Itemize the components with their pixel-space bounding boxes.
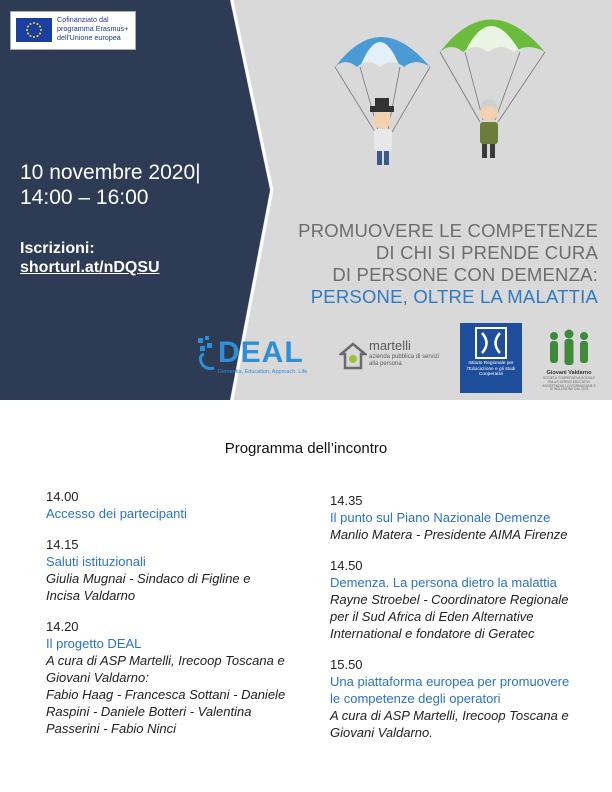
giovani-name: Giovani Valdarno <box>546 370 592 376</box>
title-line: PROMUOVERE LE COMPETENZE <box>298 220 598 241</box>
item-title: Il progetto DEAL <box>46 636 142 651</box>
item-title: Demenza. La persona dietro la malattia <box>330 575 557 590</box>
item-title: Una piattaforma europea per promuovere <box>330 674 570 689</box>
event-date <box>20 160 201 210</box>
green-parachute-icon <box>440 20 545 159</box>
item-desc: Giulia Mugnai - Sindaco di Figline e <box>46 571 251 586</box>
program-item <box>330 656 600 741</box>
item-time: 14.35 <box>330 493 363 508</box>
item-title: Accesso dei partecipanti <box>46 506 187 521</box>
partner-logos <box>184 320 612 398</box>
program-item <box>46 618 316 737</box>
date-line: 10 novembre 2020| <box>20 161 201 184</box>
program-item <box>330 492 600 543</box>
martelli-logo <box>339 338 449 378</box>
item-desc: Raspini - Daniele Botteri - Valentina <box>46 704 252 719</box>
program-item <box>46 488 316 522</box>
item-title: le competenze degli operatori <box>330 691 501 706</box>
item-desc: A cura di ASP Martelli, Irecoop Toscana e <box>330 708 569 723</box>
event-title <box>298 220 598 308</box>
deal-wordmark: DEAL <box>218 336 304 369</box>
item-desc: per il Sud Africa di Eden Alternative <box>330 609 534 624</box>
registration-link[interactable]: shorturl.at/nDQSU <box>20 259 160 276</box>
registration-label: Iscrizioni: <box>20 240 95 257</box>
item-desc: Giovani Valdarno: <box>46 670 149 685</box>
item-title: Saluti istituzionali <box>46 554 146 569</box>
item-desc: A cura di ASP Martelli, Irecoop Toscana e <box>46 653 285 668</box>
program-right-column <box>330 492 600 755</box>
house-icon <box>339 342 367 370</box>
eu-flag-icon <box>16 18 52 42</box>
people-icon <box>542 326 596 370</box>
program-title: Programma dell’incontro <box>224 440 388 457</box>
program-left-column <box>46 488 316 751</box>
item-desc: International e fondatore di Geratec <box>330 626 535 641</box>
martelli-name: martelli <box>369 338 411 353</box>
item-time: 15.50 <box>330 657 363 672</box>
item-desc: Rayne Stroebel - Coordinatore Regionale <box>330 592 569 607</box>
item-time: 14.15 <box>46 537 79 552</box>
program-item <box>46 536 316 604</box>
title-line: DI CHI SI PRENDE CURA <box>375 242 598 263</box>
item-desc: Giovani Valdarno. <box>330 725 433 740</box>
item-time: 14.00 <box>46 489 79 504</box>
item-time: 14.50 <box>330 558 363 573</box>
time-line: 14:00 – 16:00 <box>20 186 149 209</box>
irecoop-emblem-icon <box>460 325 522 361</box>
irecoop-logo <box>460 323 522 393</box>
erasmus-badge <box>10 11 136 50</box>
deal-tagline: Dementia, Education, Approach, Life <box>218 369 308 375</box>
item-desc: Incisa Valdarno <box>46 588 136 603</box>
item-title: Il punto sul Piano Nazionale Demenze <box>330 510 551 525</box>
blue-parachute-icon <box>335 37 430 165</box>
item-desc: Manlio Matera - Presidente AIMA Firenze <box>330 527 568 542</box>
deal-logo <box>196 334 316 380</box>
event-subtitle: PERSONE, OLTRE LA MALATTIA <box>310 286 598 307</box>
program-item <box>330 557 600 642</box>
irecoop-caption: Istituto Regionale per l'Educazione e gli studi Cooperativi <box>466 361 516 378</box>
item-desc: Passerini - Fabio Ninci <box>46 721 177 736</box>
erasmus-caption: Cofinanziato dal programma Erasmus+ dell'Unione europea <box>57 15 129 42</box>
martelli-subtitle: azienda pubblica di servizi alla persona <box>369 354 440 367</box>
giovani-valdarno-logo <box>542 326 596 396</box>
parachute-illustration <box>330 12 560 172</box>
giovani-fineprint: SOCIETÀ COOPERATIVA SOCIALE ONLUS SERVIZI EDUCATIVI, ASSISTENZIALI, DI FORMAZIONE E DI INCLUSIONE DAL 1978 <box>542 376 596 392</box>
item-time: 14.20 <box>46 619 79 634</box>
item-desc: Fabio Haag - Francesca Sottani - Daniele <box>46 687 286 702</box>
title-line: DI PERSONE CON DEMENZA: <box>332 264 598 285</box>
